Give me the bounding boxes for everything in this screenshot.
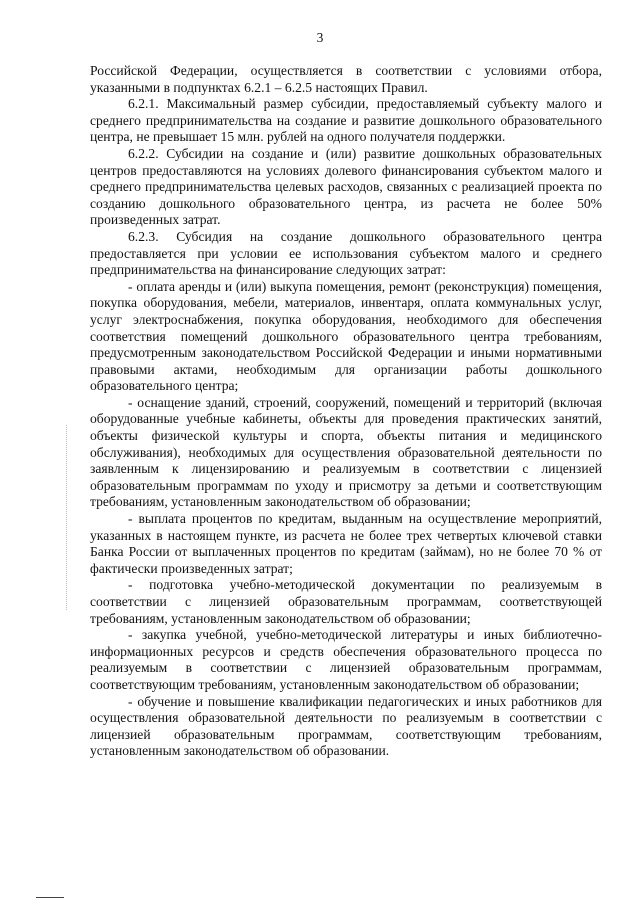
paragraph: 6.2.2. Субсидии на создание и (или) развитие дошкольных образовательных центров предоставляются на условиях долевого финансирования субъектом малого и среднего предпринимательства целевых расходов, связанных с реализацией проекта по созданию дошкольного образовательного центра, из расчета не более 50% произведенных затрат. — [90, 145, 602, 228]
margin-mark — [66, 425, 69, 610]
page-number: 3 — [316, 30, 324, 45]
paragraph: 6.2.3. Субсидия на создание дошкольного образовательного центра предоставляется при условии ее использования субъектом малого и среднего предпринимательства на финансирование следующих затрат: — [90, 228, 602, 278]
list-item: - подготовка учебно-методической документации по реализуемым в соответствии с лицензией образовательным программам, соответствующей требованиям, установленным законодательством об образовании; — [90, 577, 602, 626]
paragraph: Российской Федерации, осуществляется в соответствии с условиями отбора, указанными в подпунктах 6.2.1 – 6.2.5 настоящих Правил. — [90, 63, 602, 95]
list-item: - оплата аренды и (или) выкупа помещения, ремонт (реконструкция) помещения, покупка оборудования, мебели, материалов, инвентаря, оплата коммунальных услуг, услуг электроснабжения, покупка оборудования, необходимого для обеспечения соответствия помещений дошкольного образовательного центра требованиям, предусмотренным законодательством Российской Федерации и иными нормативными правовыми актами, необходимым для организации работы дошкольного образовательного центра; — [90, 278, 602, 394]
paragraph: 6.2.1. Максимальный размер субсидии, предоставляемый субъекту малого и среднего предпринимательства на создание и развитие дошкольного образовательного центра, не превышает 15 млн. рублей на одного получателя поддержки. — [90, 96, 602, 145]
list-item: - оснащение зданий, строений, сооружений, помещений и территорий (включая оборудованные учебные кабинеты, объекты для проведения практических занятий, объекты физической культуры и спорта, объекты питания и медицинского обслуживания), необходимых для осуществления образовательной деятельности по заявленным к лицензированию и реализуемым в соответствии с лицензией образовательным программам по уходу и присмотру за детьми и соответствующим требованиям, установленным законодательством об образовании; — [90, 394, 602, 510]
footer-rule — [36, 897, 64, 898]
document-body — [90, 63, 602, 760]
list-item: - обучение и повышение квалификации педагогических и иных работников для осуществления образовательной деятельности по реализуемым в соответствии с лицензией образовательным программам, соответствующим требованиям, установленным законодательством об образовании. — [90, 693, 602, 759]
list-item: - выплата процентов по кредитам, выданным на осуществление мероприятий, указанных в настоящем пункте, из расчета не более трех четвертых ключевой ставки Банка России от выплаченных процентов по кредитам (займам), но не более 70 % от фактически произведенных затрат; — [90, 511, 602, 576]
list-item: - закупка учебной, учебно-методической литературы и иных библиотечно-информационных ресурсов и средств обеспечения образовательного процесса по реализуемым в соответствии с лицензией образовательным программам, соответствующим требованиям, установленным законодательством об образовании; — [90, 627, 602, 692]
